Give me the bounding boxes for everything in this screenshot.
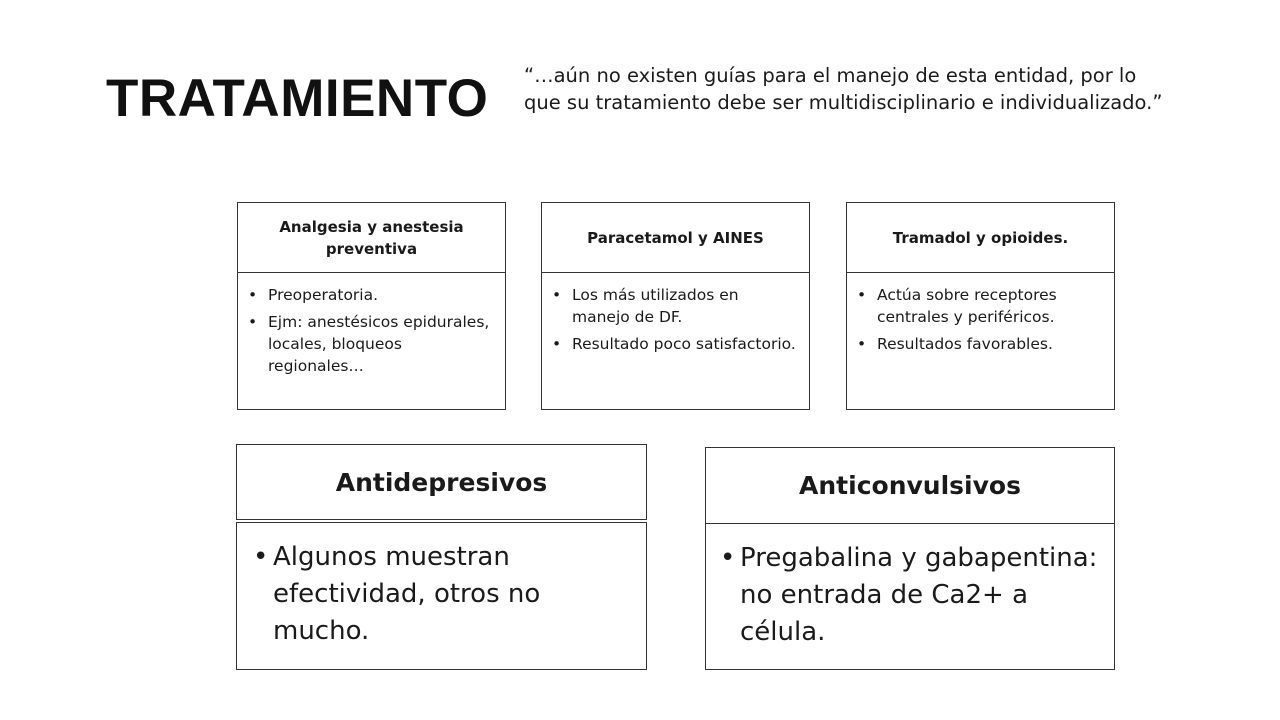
bullet-item: • Actúa sobre receptores centrales y periféricos.	[857, 284, 1104, 328]
bullet-list	[857, 284, 1104, 355]
card-heading: Paracetamol y AINES	[542, 203, 809, 273]
bullet-item: • Pregabalina y gabapentina: no entrada de Ca2+ a célula.	[720, 540, 1102, 651]
bullet-item: • Los más utilizados en manejo de DF.	[552, 284, 799, 328]
bullet-list	[253, 539, 634, 650]
bullet-item: • Resultados favorables.	[857, 333, 1104, 355]
card-tramadol	[846, 202, 1115, 410]
bullet-item: • Preoperatoria.	[248, 284, 495, 306]
bullet-item: • Algunos muestran efectividad, otros no mucho.	[253, 539, 634, 650]
card-heading-antidepresivos: Antidepresivos	[236, 444, 647, 520]
card-heading: Tramadol y opioides.	[847, 203, 1114, 273]
bullet-list	[552, 284, 799, 355]
slide-title: TRATAMIENTO	[106, 69, 489, 128]
card-analgesia	[237, 202, 506, 410]
card-body-antidepresivos	[236, 522, 647, 670]
quote-text: “…aún no existen guías para el manejo de esta entidad, por lo que su tratamiento debe ser multidisciplinario e individualizado.”	[524, 64, 1163, 114]
bullet-list	[720, 540, 1102, 651]
bullet-item: • Ejm: anestésicos epidurales, locales, bloqueos regionales…	[248, 311, 495, 377]
bullet-item: • Resultado poco satisfactorio.	[552, 333, 799, 355]
card-body	[706, 524, 1114, 669]
card-paracetamol	[541, 202, 810, 410]
card-body	[238, 273, 505, 409]
bullet-list	[248, 284, 495, 377]
card-heading: Anticonvulsivos	[706, 448, 1114, 524]
card-anticonvulsivos	[705, 447, 1115, 670]
card-body	[847, 273, 1114, 409]
card-heading: Analgesia y anestesia preventiva	[238, 203, 505, 273]
card-body	[542, 273, 809, 409]
